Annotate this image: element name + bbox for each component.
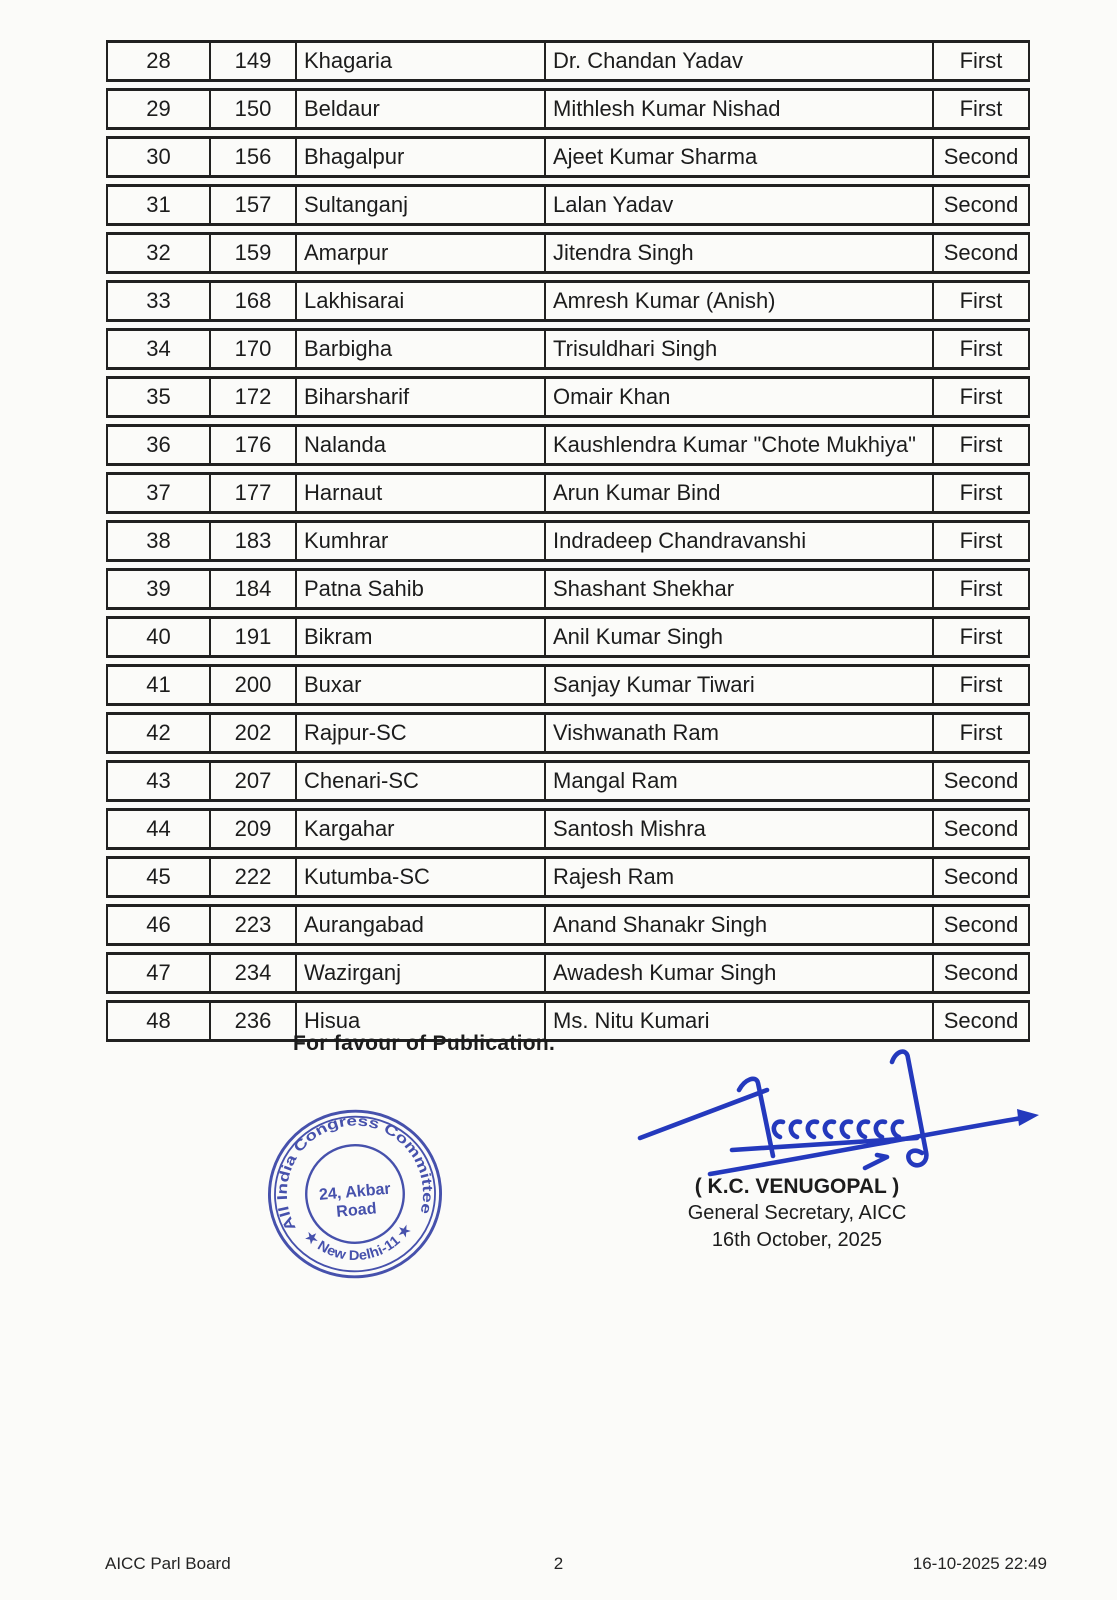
phase-cell: First bbox=[934, 520, 1030, 562]
congress-committee-stamp-icon bbox=[251, 1094, 458, 1294]
constituency-number-cell: 156 bbox=[211, 136, 297, 178]
serial-cell: 28 bbox=[106, 40, 211, 82]
constituency-name-cell: Beldaur bbox=[297, 88, 546, 130]
signature-stroke bbox=[640, 1090, 767, 1138]
constituency-name-cell: Kargahar bbox=[297, 808, 546, 850]
table-row bbox=[106, 856, 1030, 898]
candidate-name-cell: Trisuldhari Singh bbox=[546, 328, 934, 370]
constituency-number-cell: 209 bbox=[211, 808, 297, 850]
constituency-name-cell: Nalanda bbox=[297, 424, 546, 466]
constituency-name-cell: Kutumba-SC bbox=[297, 856, 546, 898]
phase-cell: Second bbox=[934, 136, 1030, 178]
stamp-address-line1: 24, Akbar bbox=[318, 1179, 392, 1204]
constituency-number-cell: 149 bbox=[211, 40, 297, 82]
table-row bbox=[106, 1000, 1030, 1042]
serial-cell: 48 bbox=[106, 1000, 211, 1042]
phase-cell: First bbox=[934, 568, 1030, 610]
candidate-name-cell: Rajesh Ram bbox=[546, 856, 934, 898]
serial-cell: 29 bbox=[106, 88, 211, 130]
table-row bbox=[106, 328, 1030, 370]
constituency-number-cell: 200 bbox=[211, 664, 297, 706]
phase-cell: Second bbox=[934, 952, 1030, 994]
table-row bbox=[106, 280, 1030, 322]
constituency-number-cell: 202 bbox=[211, 712, 297, 754]
candidate-name-cell: Shashant Shekhar bbox=[546, 568, 934, 610]
constituency-number-cell: 157 bbox=[211, 184, 297, 226]
table-row bbox=[106, 952, 1030, 994]
table-row bbox=[106, 904, 1030, 946]
constituency-number-cell: 159 bbox=[211, 232, 297, 274]
serial-cell: 44 bbox=[106, 808, 211, 850]
serial-cell: 40 bbox=[106, 616, 211, 658]
serial-cell: 33 bbox=[106, 280, 211, 322]
table-row bbox=[106, 88, 1030, 130]
table-row bbox=[106, 808, 1030, 850]
candidate-name-cell: Awadesh Kumar Singh bbox=[546, 952, 934, 994]
table-row bbox=[106, 568, 1030, 610]
footer-timestamp: 16-10-2025 22:49 bbox=[912, 1554, 1047, 1573]
candidate-name-cell: Dr. Chandan Yadav bbox=[546, 40, 934, 82]
serial-cell: 41 bbox=[106, 664, 211, 706]
table-row bbox=[106, 40, 1030, 82]
serial-cell: 34 bbox=[106, 328, 211, 370]
serial-cell: 47 bbox=[106, 952, 211, 994]
constituency-name-cell: Harnaut bbox=[297, 472, 546, 514]
phase-cell: First bbox=[934, 40, 1030, 82]
serial-cell: 37 bbox=[106, 472, 211, 514]
table-row bbox=[106, 760, 1030, 802]
footer-doc-name: AICC Parl Board bbox=[105, 1554, 231, 1573]
serial-cell: 30 bbox=[106, 136, 211, 178]
table-row bbox=[106, 616, 1030, 658]
signature-arrowhead bbox=[1017, 1109, 1039, 1126]
phase-cell: First bbox=[934, 424, 1030, 466]
table-row bbox=[106, 664, 1030, 706]
candidate-name-cell: Ms. Nitu Kumari bbox=[546, 1000, 934, 1042]
phase-cell: First bbox=[934, 280, 1030, 322]
phase-cell: Second bbox=[934, 184, 1030, 226]
phase-cell: Second bbox=[934, 232, 1030, 274]
publication-note: For favour of Publication. bbox=[293, 1032, 556, 1055]
phase-cell: First bbox=[934, 328, 1030, 370]
constituency-number-cell: 223 bbox=[211, 904, 297, 946]
constituency-name-cell: Bikram bbox=[297, 616, 546, 658]
stamp-address-line2: Road bbox=[335, 1199, 378, 1221]
serial-cell: 38 bbox=[106, 520, 211, 562]
phase-cell: Second bbox=[934, 904, 1030, 946]
constituency-name-cell: Lakhisarai bbox=[297, 280, 546, 322]
constituency-number-cell: 172 bbox=[211, 376, 297, 418]
signature-ink-icon bbox=[615, 1046, 1050, 1186]
serial-cell: 45 bbox=[106, 856, 211, 898]
constituency-number-cell: 176 bbox=[211, 424, 297, 466]
constituency-number-cell: 183 bbox=[211, 520, 297, 562]
constituency-number-cell: 207 bbox=[211, 760, 297, 802]
candidate-name-cell: Vishwanath Ram bbox=[546, 712, 934, 754]
constituency-number-cell: 168 bbox=[211, 280, 297, 322]
candidate-name-cell: Lalan Yadav bbox=[546, 184, 934, 226]
footer-page-number: 2 bbox=[553, 1554, 564, 1573]
table-row bbox=[106, 184, 1030, 226]
table-row bbox=[106, 520, 1030, 562]
signature-stroke bbox=[892, 1052, 926, 1166]
phase-cell: Second bbox=[934, 760, 1030, 802]
constituency-name-cell: Barbigha bbox=[297, 328, 546, 370]
constituency-name-cell: Kumhrar bbox=[297, 520, 546, 562]
constituency-number-cell: 150 bbox=[211, 88, 297, 130]
candidate-name-cell: Anil Kumar Singh bbox=[546, 616, 934, 658]
phase-cell: Second bbox=[934, 1000, 1030, 1042]
serial-cell: 36 bbox=[106, 424, 211, 466]
constituency-name-cell: Hisua bbox=[297, 1000, 546, 1042]
signer-name: ( K.C. VENUGOPAL ) bbox=[694, 1175, 900, 1198]
serial-cell: 35 bbox=[106, 376, 211, 418]
candidate-name-cell: Sanjay Kumar Tiwari bbox=[546, 664, 934, 706]
serial-cell: 43 bbox=[106, 760, 211, 802]
serial-cell: 32 bbox=[106, 232, 211, 274]
serial-cell: 39 bbox=[106, 568, 211, 610]
candidate-name-cell: Kaushlendra Kumar "Chote Mukhiya" bbox=[546, 424, 934, 466]
table-row bbox=[106, 376, 1030, 418]
candidates-table-body bbox=[106, 40, 1030, 1042]
phase-cell: Second bbox=[934, 856, 1030, 898]
phase-cell: First bbox=[934, 376, 1030, 418]
constituency-name-cell: Aurangabad bbox=[297, 904, 546, 946]
stamp-bottom-text: ★ New Delhi-11 ★ bbox=[301, 1221, 414, 1264]
candidates-table bbox=[106, 34, 1030, 1048]
constituency-number-cell: 170 bbox=[211, 328, 297, 370]
signer-title: General Secretary, AICC bbox=[687, 1202, 907, 1224]
phase-cell: First bbox=[934, 472, 1030, 514]
phase-cell: First bbox=[934, 616, 1030, 658]
candidate-name-cell: Jitendra Singh bbox=[546, 232, 934, 274]
table-row bbox=[106, 232, 1030, 274]
phase-cell: First bbox=[934, 664, 1030, 706]
constituency-name-cell: Bhagalpur bbox=[297, 136, 546, 178]
signer-date: 16th October, 2025 bbox=[711, 1229, 883, 1251]
constituency-number-cell: 177 bbox=[211, 472, 297, 514]
serial-cell: 46 bbox=[106, 904, 211, 946]
table-row bbox=[106, 472, 1030, 514]
candidate-name-cell: Omair Khan bbox=[546, 376, 934, 418]
serial-cell: 42 bbox=[106, 712, 211, 754]
signature-tick bbox=[865, 1155, 887, 1168]
candidate-name-cell: Amresh Kumar (Anish) bbox=[546, 280, 934, 322]
table-row bbox=[106, 424, 1030, 466]
table-row bbox=[106, 136, 1030, 178]
candidate-name-cell: Mangal Ram bbox=[546, 760, 934, 802]
candidate-name-cell: Santosh Mishra bbox=[546, 808, 934, 850]
phase-cell: First bbox=[934, 88, 1030, 130]
signatory-block bbox=[647, 1173, 947, 1254]
signature-loops bbox=[774, 1122, 902, 1137]
candidate-name-cell: Mithlesh Kumar Nishad bbox=[546, 88, 934, 130]
constituency-number-cell: 191 bbox=[211, 616, 297, 658]
constituency-name-cell: Chenari-SC bbox=[297, 760, 546, 802]
phase-cell: First bbox=[934, 712, 1030, 754]
constituency-name-cell: Buxar bbox=[297, 664, 546, 706]
constituency-name-cell: Wazirganj bbox=[297, 952, 546, 994]
stamp-ring-text: All India Congress Committee bbox=[274, 1113, 436, 1234]
constituency-number-cell: 222 bbox=[211, 856, 297, 898]
candidate-name-cell: Ajeet Kumar Sharma bbox=[546, 136, 934, 178]
constituency-number-cell: 236 bbox=[211, 1000, 297, 1042]
constituency-name-cell: Patna Sahib bbox=[297, 568, 546, 610]
constituency-name-cell: Sultanganj bbox=[297, 184, 546, 226]
candidate-name-cell: Indradeep Chandravanshi bbox=[546, 520, 934, 562]
candidate-name-cell: Anand Shanakr Singh bbox=[546, 904, 934, 946]
candidate-name-cell: Arun Kumar Bind bbox=[546, 472, 934, 514]
table-row bbox=[106, 712, 1030, 754]
phase-cell: Second bbox=[934, 808, 1030, 850]
constituency-name-cell: Amarpur bbox=[297, 232, 546, 274]
constituency-name-cell: Biharsharif bbox=[297, 376, 546, 418]
constituency-name-cell: Khagaria bbox=[297, 40, 546, 82]
serial-cell: 31 bbox=[106, 184, 211, 226]
constituency-number-cell: 234 bbox=[211, 952, 297, 994]
constituency-name-cell: Rajpur-SC bbox=[297, 712, 546, 754]
constituency-number-cell: 184 bbox=[211, 568, 297, 610]
